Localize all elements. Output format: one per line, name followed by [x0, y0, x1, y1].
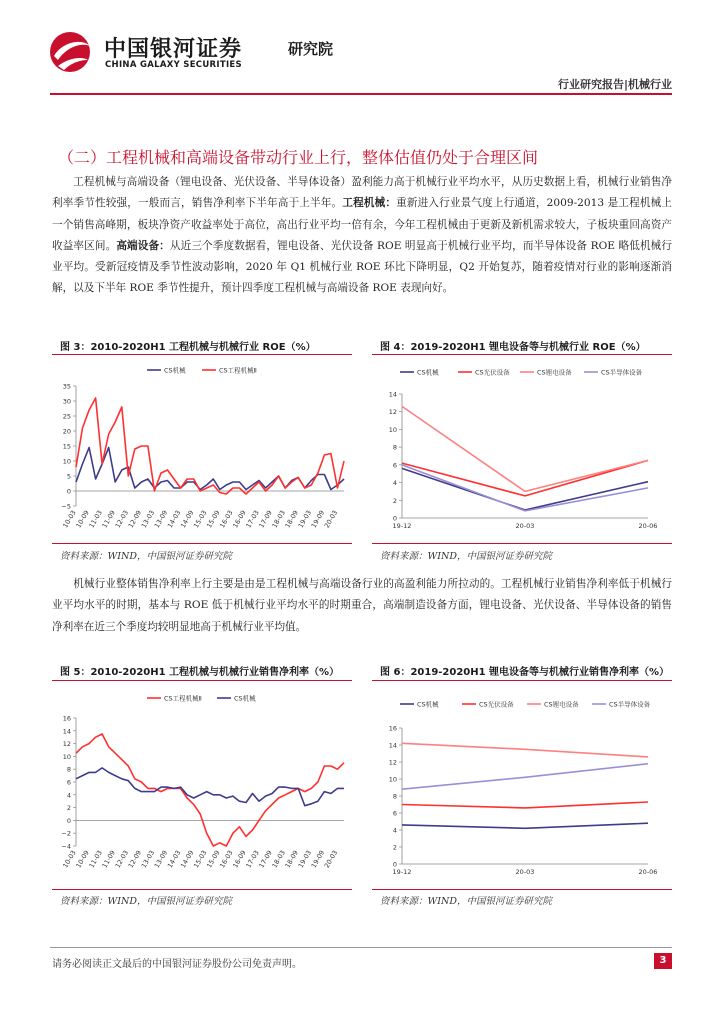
- figure-5-caption-rule: [52, 680, 352, 681]
- figure-6-chart: [372, 684, 672, 884]
- x-tick-label: 19-09: [309, 849, 327, 870]
- y-tick-label: −4: [61, 842, 71, 851]
- series-line-0: [402, 468, 648, 510]
- x-tick-label: 10-03: [61, 849, 78, 870]
- x-tick-label: 14-09: [179, 509, 196, 530]
- x-tick-label: 11-09: [100, 849, 117, 870]
- y-tick-label: 8: [392, 792, 397, 801]
- y-tick-label: 15: [62, 442, 71, 451]
- x-tick-label: 19-12: [392, 868, 412, 876]
- x-tick-label: 12-03: [113, 509, 131, 530]
- y-tick-label: 14: [62, 727, 71, 736]
- series-line-2: [402, 743, 648, 757]
- figure-5-caption: 图 5：2010-2020H1 工程机械与机械行业销售净利率（%）: [60, 667, 340, 678]
- x-tick-label: 10-03: [61, 509, 78, 530]
- y-tick-label: −2: [61, 829, 71, 838]
- legend-label: CS工程机械Ⅱ: [164, 694, 202, 703]
- para1-text-2: 重新进入行业景气度上行通道，2009-2013 是工程机械上一个销售高峰期，板块净资产收益率处于高位，高出行业平均一倍有余，今年工程机械由于更新及新机需求较大，子板块重回高资产收益率区间。: [52, 197, 672, 252]
- y-tick-label: 35: [62, 382, 71, 391]
- x-tick-label: 12-03: [113, 849, 131, 870]
- y-tick-label: 0: [392, 860, 397, 869]
- y-tick-label: 10: [388, 425, 397, 434]
- x-tick-label: 18-09: [283, 849, 300, 870]
- footer-disclaimer-note: 请务必阅读正文最后的中国银河证券股份公司免责声明。: [52, 959, 302, 970]
- x-tick-label: 11-09: [100, 509, 117, 530]
- y-tick-label: 2: [392, 843, 397, 852]
- x-tick-label: 11-03: [87, 849, 104, 870]
- series-line-0: [76, 448, 344, 490]
- x-tick-label: 18-03: [270, 509, 287, 530]
- institute-name: 研究院: [288, 40, 334, 58]
- x-tick-label: 17-03: [244, 509, 261, 530]
- figure-3-caption: 图 3：2010-2020H1 工程机械与机械行业 ROE（%）: [60, 342, 316, 353]
- x-tick-label: 12-09: [126, 849, 144, 870]
- x-tick-label: 16-09: [231, 509, 248, 530]
- x-tick-label: 12-09: [126, 509, 144, 530]
- y-tick-label: 8: [66, 765, 71, 774]
- figure-4-source: 资料来源：WIND，中国银河证券研究院: [380, 551, 552, 562]
- y-tick-label: −5: [61, 502, 71, 511]
- x-tick-label: 14-03: [165, 509, 183, 530]
- y-tick-label: 10: [62, 457, 71, 466]
- y-tick-label: 8: [392, 443, 397, 452]
- y-tick-label: 6: [66, 778, 71, 787]
- para1-bold-highend: 高端设备：: [116, 239, 170, 252]
- y-tick-label: 4: [66, 791, 71, 800]
- x-tick-label: 15-09: [205, 509, 222, 530]
- x-tick-label: 16-03: [218, 509, 235, 530]
- x-tick-label: 13-09: [152, 509, 170, 530]
- y-tick-label: 16: [388, 724, 397, 733]
- company-logo: [48, 30, 334, 70]
- y-tick-label: 16: [62, 714, 71, 723]
- y-tick-label: 0: [66, 816, 71, 825]
- y-tick-label: 2: [66, 804, 71, 813]
- series-line-3: [402, 764, 648, 790]
- x-tick-label: 15-09: [205, 849, 222, 870]
- logo-english-name: CHINA GALAXY SECURITIES: [105, 60, 242, 70]
- y-tick-label: 0: [392, 514, 397, 523]
- para1-text-1: 工程机械与高端设备（锂电设备、光伏设备、半导体设备）盈利能力高于机械行业平均水平，从历史数据上看，机械行业销售净利率季节性较强，一般而言，销售净利率下半年高于上半年。: [52, 176, 672, 210]
- x-tick-label: 19-12: [392, 522, 412, 530]
- x-tick-label: 10-09: [74, 849, 91, 870]
- x-tick-label: 20-03: [515, 868, 535, 876]
- y-tick-label: 0: [66, 487, 71, 496]
- x-tick-label: 20-03: [515, 522, 535, 530]
- x-tick-label: 13-03: [139, 849, 157, 870]
- x-tick-label: 15-03: [192, 509, 209, 530]
- x-tick-label: 11-03: [87, 509, 104, 530]
- series-line-0: [76, 734, 344, 846]
- legend-label: CS锂电设备: [537, 368, 572, 377]
- legend-label: CS机械: [417, 368, 439, 377]
- x-tick-label: 20-03: [322, 849, 340, 870]
- x-tick-label: 17-09: [257, 509, 274, 530]
- series-line-1: [402, 802, 648, 808]
- legend-label: CS锂电设备: [544, 700, 579, 709]
- figure-6-source-rule: [372, 889, 672, 890]
- y-tick-label: 4: [392, 479, 397, 488]
- figure-3-source-rule: [52, 543, 352, 544]
- y-tick-label: 12: [388, 758, 397, 767]
- galaxy-logo-icon: [48, 30, 94, 74]
- body-paragraph-1: [52, 172, 672, 300]
- series-line-0: [402, 823, 648, 828]
- figure-4-chart: [372, 358, 672, 538]
- x-tick-label: 10-09: [74, 509, 91, 530]
- x-tick-label: 13-09: [152, 849, 170, 870]
- x-tick-label: 20-03: [322, 509, 340, 530]
- y-tick-label: 14: [388, 741, 397, 750]
- y-tick-label: 4: [392, 826, 397, 835]
- y-tick-label: 14: [388, 390, 397, 399]
- x-tick-label: 14-09: [179, 849, 196, 870]
- x-tick-label: 16-03: [218, 849, 235, 870]
- x-tick-label: 13-03: [139, 509, 157, 530]
- x-tick-label: 17-03: [244, 849, 261, 870]
- figure-6-source: 资料来源：WIND，中国银河证券研究院: [380, 896, 552, 907]
- legend-label: CS半导体设备: [601, 368, 643, 377]
- figure-5-chart: [52, 684, 352, 884]
- x-tick-label: 17-09: [257, 849, 274, 870]
- footer-divider: [50, 947, 672, 948]
- x-tick-label: 19-09: [309, 509, 327, 530]
- section-title: （二）工程机械和高端设备带动行业上行，整体估值仍处于合理区间: [58, 148, 539, 167]
- y-tick-label: 30: [62, 397, 71, 406]
- x-tick-label: 19-03: [296, 849, 314, 870]
- legend-label: CS光伏设备: [475, 368, 510, 377]
- y-tick-label: 12: [62, 740, 71, 749]
- x-tick-label: 19-03: [296, 509, 314, 530]
- y-tick-label: 6: [392, 461, 397, 470]
- series-line-1: [76, 768, 344, 806]
- para1-text-3: 从近三个季度数据看，锂电设备、光伏设备 ROE 明显高于机械行业平均，而半导体设备 ROE 略低机械行业平均。受新冠疫情及季节性波动影响，2020 年 Q1 机械行业 ROE 环比下降明显，Q2 开始复苏，随着疫情对行业的影响逐渐消解，以及下半年 ROE 季节性提升，预计四季度工程机械与高端设备 ROE 表现向好。: [52, 239, 672, 295]
- logo-chinese-name: 中国银河证券: [104, 37, 243, 62]
- para1-bold-engineering: 工程机械：: [342, 197, 397, 210]
- y-tick-label: 5: [66, 472, 71, 481]
- figure-3-source: 资料来源：WIND，中国银河证券研究院: [60, 551, 232, 562]
- y-tick-label: 12: [388, 408, 397, 417]
- x-tick-label: 18-09: [283, 509, 300, 530]
- y-tick-label: 6: [392, 809, 397, 818]
- figure-5-source-rule: [52, 889, 352, 890]
- figure-4-caption-rule: [372, 354, 672, 355]
- legend-label: CS机械: [234, 694, 256, 703]
- x-tick-label: 16-09: [231, 849, 248, 870]
- y-tick-label: 25: [62, 412, 71, 421]
- legend-label: CS工程机械Ⅱ: [219, 366, 257, 375]
- figure-6-caption: 图 6：2019-2020H1 锂电设备等与机械行业销售净利率（%）: [380, 667, 670, 678]
- figure-6-caption-rule: [372, 680, 672, 681]
- legend-label: CS机械: [417, 700, 439, 709]
- figure-3-chart: [52, 358, 352, 538]
- legend-label: CS半导体设备: [609, 700, 651, 709]
- x-tick-label: 15-03: [192, 849, 209, 870]
- y-tick-label: 2: [392, 496, 397, 505]
- y-tick-label: 10: [388, 775, 397, 784]
- page-number: 3: [654, 953, 672, 969]
- figure-4-source-rule: [372, 543, 672, 544]
- legend-label: CS光伏设备: [479, 700, 514, 709]
- legend-label: CS机械: [164, 366, 186, 375]
- figure-5-source: 资料来源：WIND，中国银河证券研究院: [60, 896, 232, 907]
- x-tick-label: 20-06: [638, 868, 658, 876]
- figure-3-caption-rule: [52, 354, 352, 355]
- body-paragraph-2: 机械行业整体销售净利率上行主要是由是工程机械与高端设备行业的高盈利能力所拉动的。工程机械行业销售净利率低于机械行业平均水平的时期，基本与 ROE 低于机械行业平均水平的时期重合，高端制造设备方面，锂电设备、光伏设备、半导体设备的销售净利率在近三个季度均较明显地高于机械行业平均值。: [52, 578, 672, 633]
- report-type: 行业研究报告|机械行业: [557, 78, 672, 91]
- x-tick-label: 18-03: [270, 849, 287, 870]
- x-tick-label: 14-03: [165, 849, 183, 870]
- header-divider: [50, 93, 672, 95]
- x-tick-label: 20-06: [638, 522, 658, 530]
- y-tick-label: 20: [62, 427, 71, 436]
- y-tick-label: 10: [62, 752, 71, 761]
- figure-4-caption: 图 4：2019-2020H1 锂电设备等与机械行业 ROE（%）: [380, 342, 646, 353]
